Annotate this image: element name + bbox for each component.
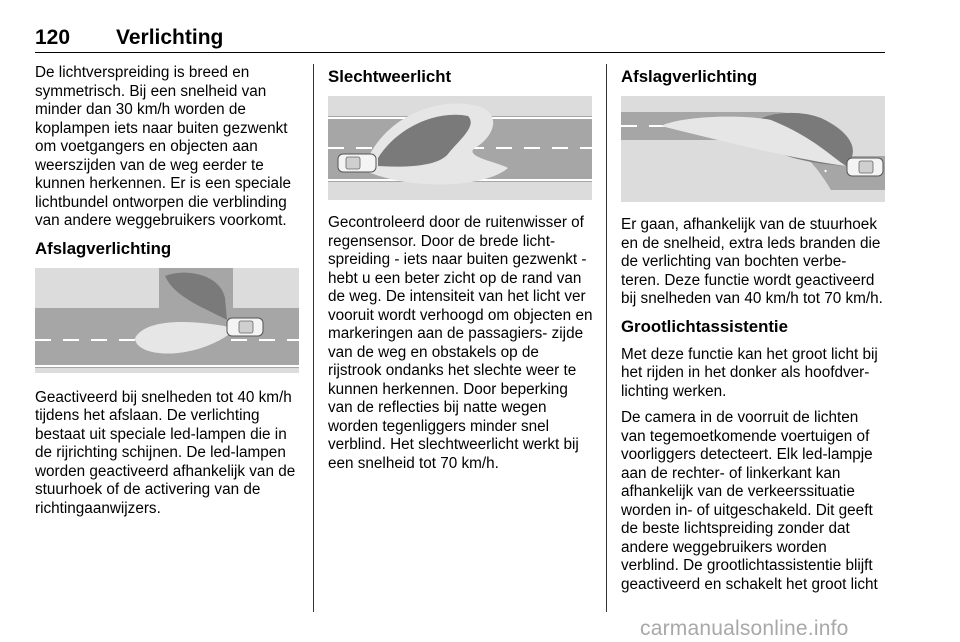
section-heading-cornering-light: Afslagverlichting <box>35 238 172 258</box>
column-divider <box>313 64 314 612</box>
curve-light-description: Er gaan, afhankelijk van de stuurhoek en de snelheid, extra leds branden die de verlichting van bochten verbe- teren. Deze functie wordt geactiveerd bij snelheden van 40 km/h tot 70 km/h. <box>621 216 883 307</box>
page-title: Verlichting <box>116 26 224 49</box>
section-heading-curve-light: Afslagverlichting <box>621 67 758 86</box>
page-number: 120 <box>35 26 71 49</box>
car-icon <box>847 158 883 176</box>
intro-paragraph: De lichtverspreiding is breed en symmetrisch. Bij een snelheid van minder dan 30 km/h worden de koplampen iets naar buiten gezwenkt om voetgangers en objecten aan weerszijden van de weg eerder te kunnen herkennen. Er is een speciale lichtbundel ontworpen die verblinding van andere weggebruikers voorkomt. <box>35 64 291 229</box>
cornering-light-description: Geactiveerd bij snelheden tot 40 km/h tijdens het afslaan. De verlichting bestaat uit speciale led-lampen die in de rijrichting schijnen. De led-lampen worden geactiveerd afhankelijk van de stuurhoek of de activering van de richtingaanwijzers. <box>35 388 296 517</box>
bad-weather-light-description: Gecontroleerd door de ruitenwisser of regensensor. Door de brede licht- spreiding - iets naar buiten gezwenkt - hebt u een beter zicht op de rand van de weg. De intensiteit van het licht ver vooruit wordt verhoogd om objecten en markeringen aan de passagiers- zijde van de weg en obstakels op de rijstrook ondanks het slechte weer te kunnen herkennen. Door beperking van de reflecties bij natte wegen worden tegenliggers minder snel verblind. Het slechtweerlicht werkt bij een snelheid tot 70 km/h. <box>328 214 593 472</box>
curve-light-illustration <box>621 96 885 202</box>
cornering-light-illustration <box>35 268 299 373</box>
bad-weather-light-illustration <box>328 96 592 200</box>
page-header <box>35 24 885 53</box>
car-icon <box>227 318 263 336</box>
high-beam-assist-paragraph-2: De camera in de voorruit de lichten van tegemoetkomende voertuigen of voorliggers detecteert. Elk led-lampje aan de rechter- of linkerkant kan afhankelijk van de verkeerssituatie worden in- of uitgeschakeld. Dit geeft de beste lichtspreiding zonder dat andere weggebruikers worden verblind. De grootlichtassistentie blijft geactiveerd en schakelt het groot licht <box>621 409 878 593</box>
high-beam-assist-paragraph-1: Met deze functie kan het groot licht bij het rijden in het donker als hoofdver- lichting werken. <box>621 345 878 400</box>
watermark: carmanualsonline.info <box>640 617 849 640</box>
section-heading-high-beam-assist: Grootlichtassistentie <box>621 316 788 336</box>
car-icon <box>338 154 376 172</box>
column-divider <box>606 64 607 612</box>
column-left <box>35 64 300 526</box>
section-heading-bad-weather-light: Slechtweerlicht <box>328 67 452 86</box>
column-middle <box>328 64 593 481</box>
column-right <box>621 64 886 602</box>
